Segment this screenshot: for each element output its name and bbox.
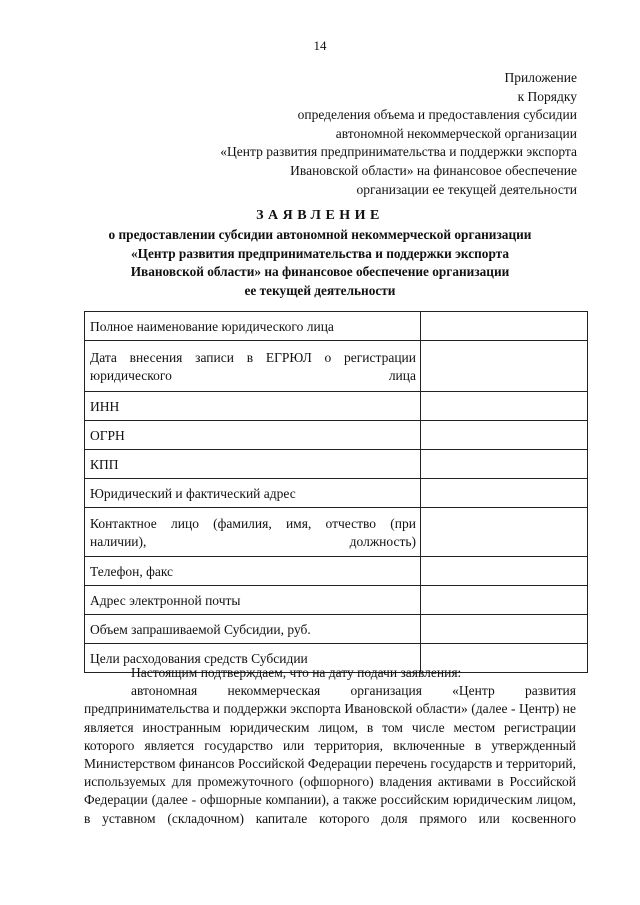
row-label: Объем запрашиваемой Субсидии, руб. [85,615,421,644]
row-value-cell[interactable] [421,312,588,341]
row-value-cell[interactable] [421,392,588,421]
row-value-cell[interactable] [421,508,588,557]
row-value-cell[interactable] [421,421,588,450]
document-subtitle-line: ее текущей деятельности [244,282,396,298]
row-label: Юридический и фактический адрес [85,479,421,508]
document-subtitle-line: Ивановской области» на финансовое обеспечение организации [130,264,510,280]
appendix-line: к Порядку [517,88,577,104]
table-row [85,312,588,341]
row-value-cell[interactable] [421,586,588,615]
appendix-line: автономной некоммерческой организации [335,125,577,141]
table-row [85,479,588,508]
table-row [85,392,588,421]
appendix-line: «Центр развития предпринимательства и поддержки экспорта [220,144,577,160]
row-label: КПП [85,450,421,479]
body-text [84,664,576,828]
appendix-line: организации ее текущей деятельности [356,181,577,197]
table-row [85,341,588,392]
table-row [85,508,588,557]
row-label: Контактное лицо (фамилия, имя, отчество (при наличии), должность) [85,508,421,557]
row-value-cell[interactable] [421,557,588,586]
main-paragraph: автономная некоммерческая организация «Центр развития предпринимательства и поддержки экспорта Ивановской области» (далее - Центр) не является иностранным юридическим лицом, в том числе местом регистрации которого является государство или территория, включенные в утвержденный Министерством финансов Российской Федерации перечень государств и территорий, используемых для промежуточного (офшорного) владения активами в Российской Федерации (далее - офшорные компании), а также российским юридическим лицом, в уставном (складочном) капитале которого доля прямого или косвенного [84,683,576,826]
table-row [85,421,588,450]
table-row [85,450,588,479]
application-form-table [84,311,588,673]
row-label: Дата внесения записи в ЕГРЮЛ о регистрации юридического лица [85,341,421,392]
intro-paragraph: Настоящим подтверждаем, что на дату подачи заявления: [131,665,462,680]
document-title: ЗАЯВЛЕНИЕ [256,208,384,223]
table-row [85,586,588,615]
row-label: Полное наименование юридического лица [85,312,421,341]
page-number: 14 [313,38,327,53]
appendix-line: определения объема и предоставления субсидии [297,107,577,123]
row-label: Телефон, факс [85,557,421,586]
document-subtitle-line: «Центр развития предпринимательства и поддержки экспорта [130,245,510,261]
row-value-cell[interactable] [421,479,588,508]
document-heading [0,206,640,300]
row-label: ОГРН [85,421,421,450]
row-value-cell[interactable] [421,341,588,392]
appendix-line: Ивановской области» на финансовое обеспечение [290,162,577,178]
table-row [85,615,588,644]
row-label: ИНН [85,392,421,421]
row-value-cell[interactable] [421,450,588,479]
row-value-cell[interactable] [421,615,588,644]
document-subtitle-line: о предоставлении субсидии автономной некоммерческой организации [108,227,532,242]
appendix-line: Приложение [504,70,577,85]
appendix-header [220,69,577,199]
table-row [85,557,588,586]
row-label: Адрес электронной почты [85,586,421,615]
row-label: Цели расходования средств Субсидии [85,644,421,673]
